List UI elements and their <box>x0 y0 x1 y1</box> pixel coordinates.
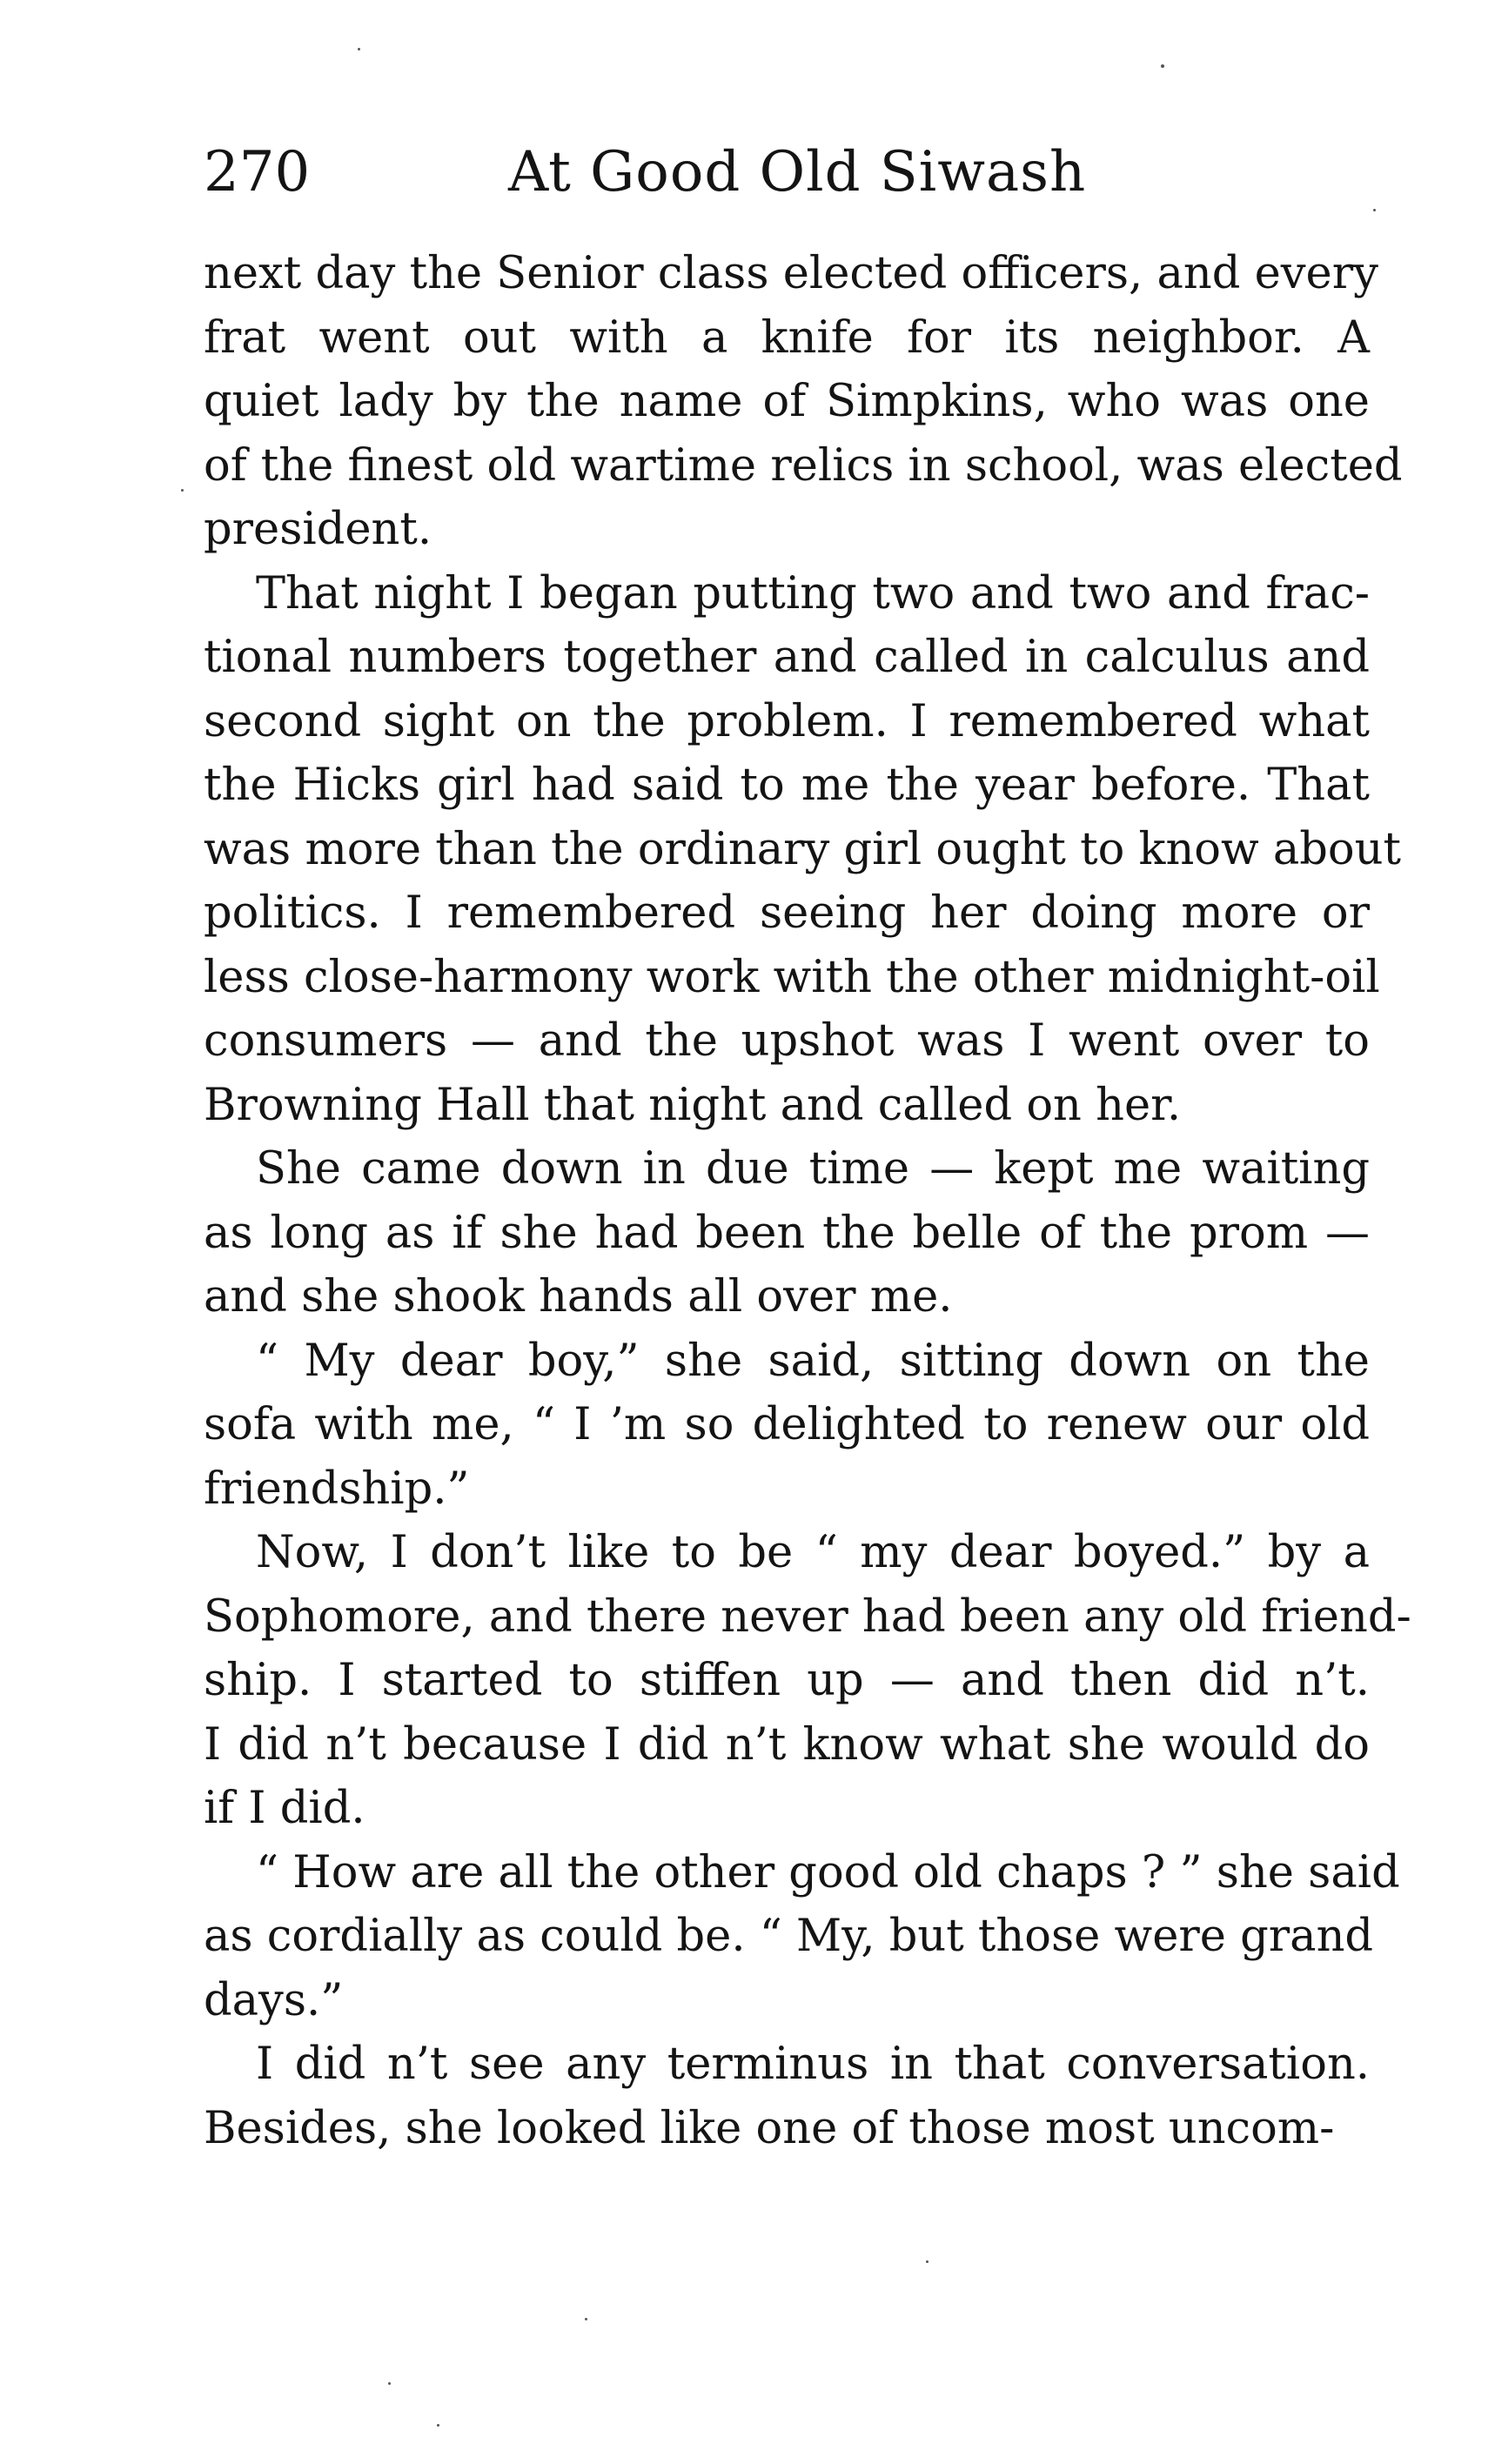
text-line: consumers — and the upshot was I went over to <box>204 1015 1370 1067</box>
text-line: was more than the ordinary girl ought to know about <box>204 823 1401 875</box>
text-line: politics. I remembered seeing her doing more or <box>204 887 1370 939</box>
text-line: tional numbers together and called in calculus and <box>204 632 1370 683</box>
text-line: That night I began putting two and two and frac- <box>256 567 1370 619</box>
page-number: 270 <box>204 140 311 204</box>
text-line: frat went out with a knife for its neighbor. A <box>204 311 1370 364</box>
text-line: She came down in due time — kept me waiting <box>256 1143 1370 1195</box>
paper-speck <box>358 48 360 50</box>
text-line: Now, I don’t like to be “ my dear boyed.” by a <box>256 1527 1370 1578</box>
text-line: days.” <box>204 1974 344 2026</box>
text-line: quiet lady by the name of Simpkins, who was one <box>204 376 1370 427</box>
text-line: Sophomore, and there never had been any old friend- <box>204 1590 1411 1643</box>
running-title: At Good Old Siwash <box>508 140 1087 204</box>
paper-speck <box>1161 64 1164 68</box>
text-line: second sight on the problem. I remembered what <box>204 695 1370 747</box>
text-line: if I did. <box>204 1783 365 1834</box>
text-line: I did n’t because I did n’t know what she would do <box>204 1718 1370 1771</box>
text-line: “ My dear boy,” she said, sitting down on the <box>256 1335 1370 1387</box>
text-line: sofa with me, “ I ’m so delighted to renew our old <box>204 1399 1370 1450</box>
paper-speck <box>585 2318 587 2320</box>
text-line: I did n’t see any terminus in that conversation. <box>256 2039 1370 2090</box>
paper-speck <box>926 2260 929 2263</box>
text-line: of the finest old wartime relics in school, was elected <box>204 439 1403 492</box>
text-line: as long as if she had been the belle of the prom — <box>204 1207 1370 1259</box>
text-line: Besides, she looked like one of those most uncom- <box>204 2102 1335 2154</box>
text-line: ship. I started to stiffen up — and then did n’t. <box>204 1655 1370 1706</box>
text-line: friendship.” <box>204 1463 470 1515</box>
text-line: less close-harmony work with the other midnight-oil <box>204 951 1380 1003</box>
paper-speck <box>181 489 184 492</box>
paper-speck <box>1373 209 1376 211</box>
body-text <box>204 242 1411 2160</box>
paper-speck <box>388 2382 391 2385</box>
text-line: the Hicks girl had said to me the year before. That <box>204 760 1370 811</box>
running-head <box>204 137 1370 207</box>
text-line: president. <box>204 504 432 555</box>
text-line: and she shook hands all over me. <box>204 1271 953 1322</box>
text-line: as cordially as could be. “ My, but those were grand <box>204 1911 1374 1962</box>
text-line: Browning Hall that night and called on her. <box>204 1079 1182 1131</box>
paper-speck <box>437 2424 439 2427</box>
text-line: “ How are all the other good old chaps ? ” she said <box>256 1846 1400 1898</box>
text-line: next day the Senior class elected officers, and every <box>204 248 1378 299</box>
